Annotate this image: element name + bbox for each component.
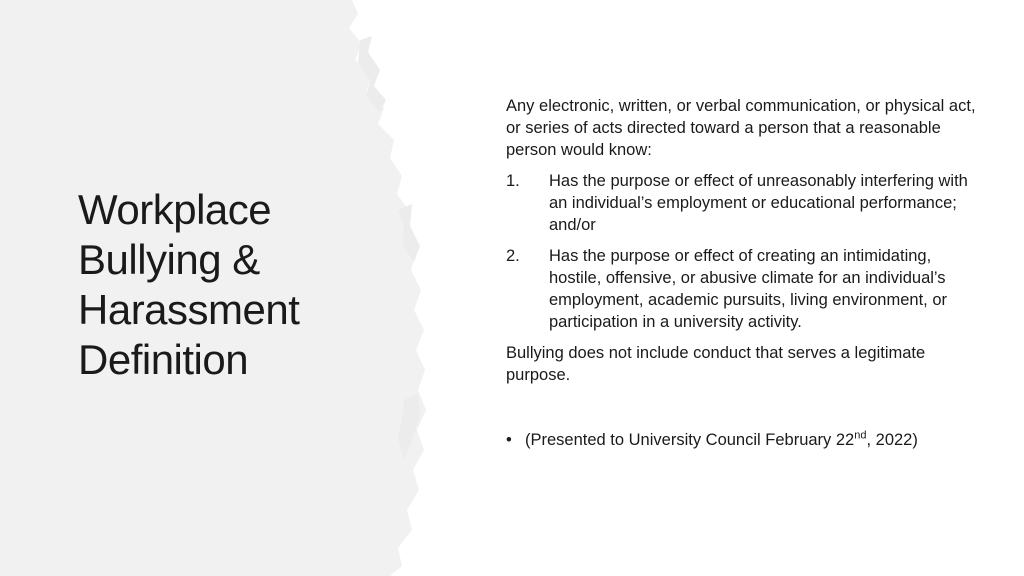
list-text: Has the purpose or effect of unreasonably interfering with an individual’s employment or educational performance; and/or <box>549 172 968 234</box>
list-item <box>506 170 976 236</box>
title-line: Definition <box>78 336 249 383</box>
slide-title <box>78 185 378 385</box>
definition-body <box>506 95 976 451</box>
list-number: 1. <box>506 172 520 190</box>
note-text-year: , 2022) <box>866 431 918 449</box>
definition-intro: Any electronic, written, or verbal communication, or physical act, or series of acts directed toward a person that a reasonable person would know: <box>506 97 976 159</box>
list-text: Has the purpose or effect of creating an intimidating, hostile, offensive, or abusive climate for an individual’s employment, academic pursuits, living environment, or participation in a university activity. <box>549 247 948 331</box>
list-number: 2. <box>506 247 520 265</box>
bullet-icon: • <box>506 431 512 449</box>
title-line: Bullying & <box>78 236 260 283</box>
note-superscript: nd <box>854 429 867 442</box>
title-line: Workplace <box>78 186 272 233</box>
note-text <box>525 429 976 451</box>
spacer <box>506 395 976 429</box>
definition-closing: Bullying does not include conduct that serves a legitimate purpose. <box>506 344 926 384</box>
list-item <box>506 245 976 333</box>
presentation-note <box>506 429 976 451</box>
title-line: Harassment <box>78 286 300 333</box>
note-text-main: (Presented to University Council February 22 <box>525 431 855 449</box>
